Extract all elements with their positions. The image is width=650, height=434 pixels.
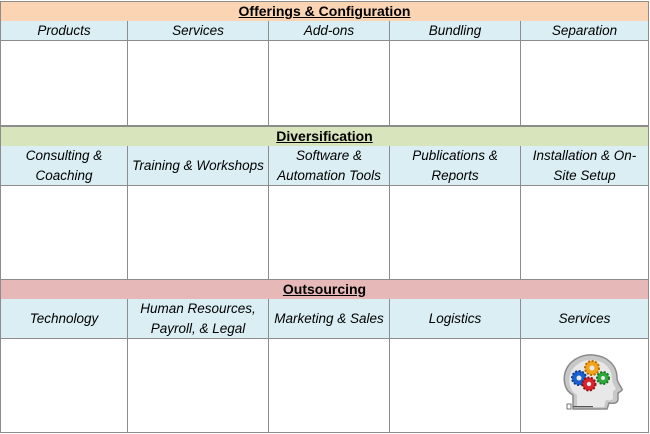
input-cell[interactable] [0,339,128,433]
header-row-diversification [0,146,649,186]
column-header-publications: Publications & Reports [390,146,521,186]
input-cell[interactable] [521,41,649,126]
column-header-technology: Technology [0,299,128,339]
column-header-training: Training & Workshops [128,146,269,186]
gear-icon [597,372,609,384]
input-row-offerings [0,41,649,126]
column-header-installation: Installation & On-Site Setup [521,146,649,186]
column-header-products: Products [0,21,128,41]
section-title-text: Offerings & Configuration [238,3,411,19]
gear-icon [583,378,596,391]
input-cell[interactable] [0,186,128,280]
input-cell[interactable] [0,41,128,126]
column-header-separation: Separation [521,21,649,41]
section-title-text: Diversification [276,128,373,144]
section-title-outsourcing [0,279,649,300]
column-header-services: Services [128,21,269,41]
section-title-diversification [0,126,649,147]
input-cell[interactable] [269,186,390,280]
column-header-logistics: Logistics [390,299,521,339]
column-header-add-ons: Add-ons [269,21,390,41]
input-cell[interactable] [128,339,269,433]
input-cell[interactable] [269,339,390,433]
column-header-human-resources: Human Resources, Payroll, & Legal [128,299,269,339]
input-cell[interactable] [390,41,521,126]
input-cell[interactable] [390,186,521,280]
column-header-marketing: Marketing & Sales [269,299,390,339]
gears-head-logo-icon [559,351,629,415]
input-cell[interactable] [269,41,390,126]
input-cell[interactable] [390,339,521,433]
input-cell[interactable] [521,186,649,280]
header-row-outsourcing [0,299,649,339]
column-header-software: Software & Automation Tools [269,146,390,186]
input-row-outsourcing [0,339,649,433]
header-row-offerings [0,21,649,41]
input-cell[interactable] [128,41,269,126]
input-cell[interactable] [128,186,269,280]
column-header-services-outsourcing: Services [521,299,649,339]
column-header-consulting: Consulting & Coaching [0,146,128,186]
input-row-diversification [0,186,649,280]
section-title-text: Outsourcing [282,281,367,297]
section-title-offerings [0,1,649,22]
gear-icon [585,361,599,375]
column-header-bundling: Bundling [390,21,521,41]
input-cell[interactable] [521,339,649,433]
